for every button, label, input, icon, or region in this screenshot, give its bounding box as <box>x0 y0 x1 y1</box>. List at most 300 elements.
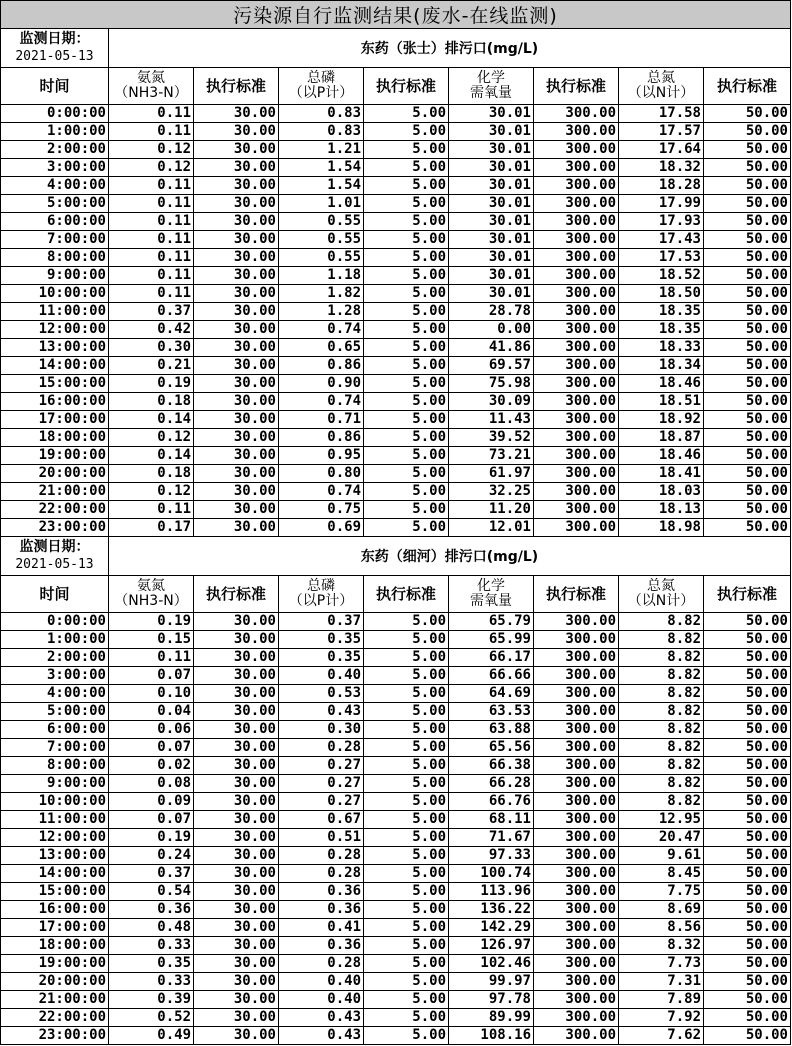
tp-standard-cell: 5.00 <box>364 865 449 883</box>
nh3n-standard-cell: 30.00 <box>194 303 279 321</box>
nh3n-standard-cell: 30.00 <box>194 775 279 793</box>
cod-cell: 30.01 <box>449 195 534 213</box>
cod-cell: 11.43 <box>449 411 534 429</box>
tn-cell: 18.35 <box>619 321 704 339</box>
table-row <box>1 393 791 411</box>
header-cod-line2: 需氧量 <box>470 593 512 609</box>
tp-standard-cell: 5.00 <box>364 501 449 519</box>
cod-cell: 65.56 <box>449 739 534 757</box>
nh3n-cell: 0.17 <box>109 519 194 537</box>
nh3n-standard-cell: 30.00 <box>194 919 279 937</box>
table-row <box>1 357 791 375</box>
table-row <box>1 703 791 721</box>
cod-standard-cell: 300.00 <box>534 105 619 123</box>
tn-standard-cell: 50.00 <box>704 721 791 739</box>
tn-standard-cell: 50.00 <box>704 811 791 829</box>
tp-cell: 0.43 <box>279 1009 364 1027</box>
cod-cell: 30.01 <box>449 105 534 123</box>
nh3n-cell: 0.11 <box>109 649 194 667</box>
nh3n-cell: 0.07 <box>109 739 194 757</box>
tn-cell: 18.98 <box>619 519 704 537</box>
cod-cell: 41.86 <box>449 339 534 357</box>
tp-cell: 0.28 <box>279 865 364 883</box>
cod-standard-cell: 300.00 <box>534 685 619 703</box>
table-row <box>1 231 791 249</box>
tp-cell: 0.35 <box>279 649 364 667</box>
tp-standard-cell: 5.00 <box>364 519 449 537</box>
nh3n-cell: 0.54 <box>109 883 194 901</box>
nh3n-standard-cell: 30.00 <box>194 757 279 775</box>
nh3n-standard-cell: 30.00 <box>194 631 279 649</box>
time-cell: 14:00:00 <box>1 357 109 375</box>
nh3n-cell: 0.14 <box>109 447 194 465</box>
nh3n-standard-cell: 30.00 <box>194 649 279 667</box>
cod-cell: 30.01 <box>449 177 534 195</box>
tp-cell: 0.55 <box>279 231 364 249</box>
nh3n-cell: 0.42 <box>109 321 194 339</box>
tn-standard-cell: 50.00 <box>704 321 791 339</box>
nh3n-standard-cell: 30.00 <box>194 793 279 811</box>
nh3n-cell: 0.52 <box>109 1009 194 1027</box>
tp-cell: 0.65 <box>279 339 364 357</box>
cod-cell: 99.97 <box>449 973 534 991</box>
cod-cell: 68.11 <box>449 811 534 829</box>
cod-cell: 28.78 <box>449 303 534 321</box>
time-cell: 11:00:00 <box>1 811 109 829</box>
cod-standard-cell: 300.00 <box>534 937 619 955</box>
table-row <box>1 159 791 177</box>
cod-cell: 0.00 <box>449 321 534 339</box>
tp-standard-cell: 5.00 <box>364 249 449 267</box>
cod-cell: 113.96 <box>449 883 534 901</box>
tn-standard-cell: 50.00 <box>704 429 791 447</box>
tn-cell: 17.93 <box>619 213 704 231</box>
time-cell: 5:00:00 <box>1 195 109 213</box>
tn-standard-cell: 50.00 <box>704 739 791 757</box>
cod-cell: 64.69 <box>449 685 534 703</box>
section-header-row <box>1 29 791 68</box>
tp-standard-cell: 5.00 <box>364 829 449 847</box>
cod-cell: 30.01 <box>449 285 534 303</box>
time-cell: 9:00:00 <box>1 775 109 793</box>
tp-standard-cell: 5.00 <box>364 339 449 357</box>
table-row <box>1 847 791 865</box>
nh3n-cell: 0.07 <box>109 667 194 685</box>
nh3n-cell: 0.11 <box>109 285 194 303</box>
nh3n-standard-cell: 30.00 <box>194 411 279 429</box>
table-row <box>1 1009 791 1027</box>
cod-standard-cell: 300.00 <box>534 249 619 267</box>
cod-cell: 66.28 <box>449 775 534 793</box>
cod-cell: 32.25 <box>449 483 534 501</box>
cod-standard-cell: 300.00 <box>534 991 619 1009</box>
monitoring-date-label: 监测日期： <box>19 539 90 555</box>
tp-standard-cell: 5.00 <box>364 631 449 649</box>
time-cell: 12:00:00 <box>1 829 109 847</box>
tp-standard-cell: 5.00 <box>364 159 449 177</box>
nh3n-standard-cell: 30.00 <box>194 465 279 483</box>
cod-standard-cell: 300.00 <box>534 955 619 973</box>
nh3n-cell: 0.12 <box>109 429 194 447</box>
table-row <box>1 303 791 321</box>
tp-standard-cell: 5.00 <box>364 739 449 757</box>
time-cell: 3:00:00 <box>1 159 109 177</box>
time-cell: 20:00:00 <box>1 973 109 991</box>
header-nh3n-line2: （NH3-N） <box>114 85 188 101</box>
cod-standard-cell: 300.00 <box>534 321 619 339</box>
header-cod <box>449 576 534 613</box>
tp-standard-cell: 5.00 <box>364 667 449 685</box>
tn-cell: 18.41 <box>619 465 704 483</box>
nh3n-cell: 0.11 <box>109 123 194 141</box>
monitoring-date-label: 监测日期： <box>19 31 90 47</box>
nh3n-cell: 0.33 <box>109 937 194 955</box>
cod-cell: 12.01 <box>449 519 534 537</box>
time-cell: 10:00:00 <box>1 793 109 811</box>
tp-cell: 0.28 <box>279 955 364 973</box>
cod-standard-cell: 300.00 <box>534 865 619 883</box>
cod-standard-cell: 300.00 <box>534 339 619 357</box>
tp-cell: 1.54 <box>279 159 364 177</box>
tn-cell: 8.82 <box>619 649 704 667</box>
cod-standard-cell: 300.00 <box>534 141 619 159</box>
tn-cell: 17.57 <box>619 123 704 141</box>
tp-standard-cell: 5.00 <box>364 231 449 249</box>
tp-standard-cell: 5.00 <box>364 141 449 159</box>
header-tp-line2: （以P计） <box>288 85 354 101</box>
time-cell: 22:00:00 <box>1 501 109 519</box>
tp-cell: 0.86 <box>279 357 364 375</box>
time-cell: 6:00:00 <box>1 721 109 739</box>
tp-standard-cell: 5.00 <box>364 303 449 321</box>
tp-cell: 0.37 <box>279 613 364 631</box>
cod-standard-cell: 300.00 <box>534 703 619 721</box>
table-row <box>1 519 791 537</box>
cod-standard-cell: 300.00 <box>534 123 619 141</box>
cod-standard-cell: 300.00 <box>534 303 619 321</box>
nh3n-cell: 0.09 <box>109 793 194 811</box>
tp-standard-cell: 5.00 <box>364 447 449 465</box>
cod-cell: 30.01 <box>449 159 534 177</box>
cod-cell: 66.17 <box>449 649 534 667</box>
time-cell: 5:00:00 <box>1 703 109 721</box>
tp-standard-cell: 5.00 <box>364 177 449 195</box>
header-tn <box>619 576 704 613</box>
tn-standard-cell: 50.00 <box>704 793 791 811</box>
nh3n-standard-cell: 30.00 <box>194 393 279 411</box>
time-cell: 1:00:00 <box>1 631 109 649</box>
tn-standard-cell: 50.00 <box>704 177 791 195</box>
tn-cell: 8.82 <box>619 721 704 739</box>
tn-cell: 7.75 <box>619 883 704 901</box>
tn-cell: 7.92 <box>619 1009 704 1027</box>
time-cell: 21:00:00 <box>1 483 109 501</box>
header-nh3n-line2: （NH3-N） <box>114 593 188 609</box>
header-tn <box>619 68 704 105</box>
header-nh3n <box>109 576 194 613</box>
time-cell: 12:00:00 <box>1 321 109 339</box>
tp-cell: 0.83 <box>279 105 364 123</box>
nh3n-cell: 0.08 <box>109 775 194 793</box>
tn-standard-cell: 50.00 <box>704 303 791 321</box>
header-tn-standard: 执行标准 <box>704 68 791 105</box>
tn-standard-cell: 50.00 <box>704 267 791 285</box>
tp-standard-cell: 5.00 <box>364 1027 449 1045</box>
cod-cell: 126.97 <box>449 937 534 955</box>
tn-cell: 8.32 <box>619 937 704 955</box>
header-cod-standard: 执行标准 <box>534 576 619 613</box>
tn-cell: 18.46 <box>619 375 704 393</box>
cod-cell: 63.88 <box>449 721 534 739</box>
nh3n-cell: 0.04 <box>109 703 194 721</box>
cod-standard-cell: 300.00 <box>534 393 619 411</box>
nh3n-cell: 0.18 <box>109 393 194 411</box>
tp-standard-cell: 5.00 <box>364 649 449 667</box>
cod-cell: 71.67 <box>449 829 534 847</box>
time-cell: 2:00:00 <box>1 649 109 667</box>
tn-standard-cell: 50.00 <box>704 703 791 721</box>
time-cell: 18:00:00 <box>1 429 109 447</box>
tn-cell: 17.58 <box>619 105 704 123</box>
cod-cell: 30.01 <box>449 141 534 159</box>
cod-standard-cell: 300.00 <box>534 447 619 465</box>
tp-standard-cell: 5.00 <box>364 1009 449 1027</box>
tn-cell: 12.95 <box>619 811 704 829</box>
tp-cell: 0.86 <box>279 429 364 447</box>
tp-standard-cell: 5.00 <box>364 685 449 703</box>
tp-cell: 0.27 <box>279 775 364 793</box>
tn-cell: 17.53 <box>619 249 704 267</box>
nh3n-cell: 0.14 <box>109 411 194 429</box>
table-row <box>1 123 791 141</box>
tp-cell: 1.18 <box>279 267 364 285</box>
header-tp-line1: 总磷 <box>307 70 335 86</box>
tp-standard-cell: 5.00 <box>364 883 449 901</box>
cod-standard-cell: 300.00 <box>534 901 619 919</box>
tn-standard-cell: 50.00 <box>704 775 791 793</box>
tp-standard-cell: 5.00 <box>364 847 449 865</box>
tp-cell: 0.27 <box>279 793 364 811</box>
tp-cell: 0.75 <box>279 501 364 519</box>
report-body <box>1 1 791 1045</box>
cod-cell: 73.21 <box>449 447 534 465</box>
cod-standard-cell: 300.00 <box>534 667 619 685</box>
cod-standard-cell: 300.00 <box>534 775 619 793</box>
nh3n-standard-cell: 30.00 <box>194 811 279 829</box>
cod-cell: 65.99 <box>449 631 534 649</box>
table-row <box>1 667 791 685</box>
tn-standard-cell: 50.00 <box>704 393 791 411</box>
tn-cell: 18.51 <box>619 393 704 411</box>
table-row <box>1 631 791 649</box>
cod-standard-cell: 300.00 <box>534 631 619 649</box>
tn-cell: 8.82 <box>619 739 704 757</box>
tn-cell: 18.33 <box>619 339 704 357</box>
cod-cell: 66.66 <box>449 667 534 685</box>
nh3n-standard-cell: 30.00 <box>194 1027 279 1045</box>
nh3n-standard-cell: 30.00 <box>194 685 279 703</box>
nh3n-cell: 0.15 <box>109 631 194 649</box>
nh3n-standard-cell: 30.00 <box>194 249 279 267</box>
nh3n-cell: 0.35 <box>109 955 194 973</box>
nh3n-standard-cell: 30.00 <box>194 883 279 901</box>
tp-standard-cell: 5.00 <box>364 123 449 141</box>
time-cell: 23:00:00 <box>1 1027 109 1045</box>
nh3n-cell: 0.24 <box>109 847 194 865</box>
time-cell: 6:00:00 <box>1 213 109 231</box>
table-row <box>1 685 791 703</box>
tp-cell: 0.30 <box>279 721 364 739</box>
tp-cell: 1.54 <box>279 177 364 195</box>
tp-standard-cell: 5.00 <box>364 937 449 955</box>
time-cell: 16:00:00 <box>1 901 109 919</box>
nh3n-standard-cell: 30.00 <box>194 519 279 537</box>
time-cell: 9:00:00 <box>1 267 109 285</box>
cod-standard-cell: 300.00 <box>534 177 619 195</box>
cod-standard-cell: 300.00 <box>534 213 619 231</box>
tn-standard-cell: 50.00 <box>704 757 791 775</box>
tp-standard-cell: 5.00 <box>364 285 449 303</box>
tp-cell: 0.51 <box>279 829 364 847</box>
cod-cell: 63.53 <box>449 703 534 721</box>
time-cell: 3:00:00 <box>1 667 109 685</box>
cod-cell: 100.74 <box>449 865 534 883</box>
tp-standard-cell: 5.00 <box>364 757 449 775</box>
table-row <box>1 883 791 901</box>
nh3n-cell: 0.48 <box>109 919 194 937</box>
monitoring-date <box>1 537 109 576</box>
time-cell: 20:00:00 <box>1 465 109 483</box>
header-cod-line1: 化学 <box>477 578 505 594</box>
tn-cell: 8.69 <box>619 901 704 919</box>
tp-standard-cell: 5.00 <box>364 991 449 1009</box>
header-cod-line2: 需氧量 <box>470 85 512 101</box>
cod-cell: 75.98 <box>449 375 534 393</box>
tn-standard-cell: 50.00 <box>704 447 791 465</box>
tn-cell: 18.34 <box>619 357 704 375</box>
tn-standard-cell: 50.00 <box>704 883 791 901</box>
nh3n-standard-cell: 30.00 <box>194 339 279 357</box>
nh3n-cell: 0.11 <box>109 249 194 267</box>
title-row <box>1 1 791 29</box>
tn-cell: 8.82 <box>619 793 704 811</box>
cod-cell: 30.01 <box>449 249 534 267</box>
cod-standard-cell: 300.00 <box>534 231 619 249</box>
tp-standard-cell: 5.00 <box>364 901 449 919</box>
nh3n-standard-cell: 30.00 <box>194 829 279 847</box>
cod-cell: 30.01 <box>449 267 534 285</box>
tp-cell: 0.95 <box>279 447 364 465</box>
header-nh3n-standard: 执行标准 <box>194 576 279 613</box>
time-cell: 15:00:00 <box>1 375 109 393</box>
time-cell: 4:00:00 <box>1 177 109 195</box>
time-cell: 7:00:00 <box>1 231 109 249</box>
time-cell: 8:00:00 <box>1 249 109 267</box>
nh3n-cell: 0.36 <box>109 901 194 919</box>
nh3n-cell: 0.19 <box>109 829 194 847</box>
nh3n-cell: 0.37 <box>109 303 194 321</box>
outlet-name: 东药（张士）排污口(mg/L) <box>109 29 791 68</box>
tp-standard-cell: 5.00 <box>364 411 449 429</box>
nh3n-standard-cell: 30.00 <box>194 267 279 285</box>
time-cell: 22:00:00 <box>1 1009 109 1027</box>
tp-standard-cell: 5.00 <box>364 267 449 285</box>
tp-cell: 0.80 <box>279 465 364 483</box>
tp-standard-cell: 5.00 <box>364 105 449 123</box>
cod-standard-cell: 300.00 <box>534 483 619 501</box>
cod-cell: 142.29 <box>449 919 534 937</box>
tn-standard-cell: 50.00 <box>704 973 791 991</box>
table-row <box>1 829 791 847</box>
nh3n-cell: 0.30 <box>109 339 194 357</box>
cod-cell: 39.52 <box>449 429 534 447</box>
nh3n-standard-cell: 30.00 <box>194 177 279 195</box>
nh3n-cell: 0.12 <box>109 141 194 159</box>
tp-standard-cell: 5.00 <box>364 429 449 447</box>
nh3n-standard-cell: 30.00 <box>194 123 279 141</box>
nh3n-standard-cell: 30.00 <box>194 501 279 519</box>
cod-cell: 102.46 <box>449 955 534 973</box>
nh3n-cell: 0.33 <box>109 973 194 991</box>
tn-cell: 8.82 <box>619 613 704 631</box>
tn-standard-cell: 50.00 <box>704 285 791 303</box>
table-row <box>1 793 791 811</box>
table-row <box>1 249 791 267</box>
nh3n-cell: 0.11 <box>109 177 194 195</box>
table-row <box>1 955 791 973</box>
tn-standard-cell: 50.00 <box>704 865 791 883</box>
nh3n-cell: 0.11 <box>109 501 194 519</box>
monitoring-date <box>1 29 109 68</box>
cod-standard-cell: 300.00 <box>534 973 619 991</box>
tn-standard-cell: 50.00 <box>704 1009 791 1027</box>
cod-cell: 30.09 <box>449 393 534 411</box>
tn-standard-cell: 50.00 <box>704 501 791 519</box>
nh3n-cell: 0.07 <box>109 811 194 829</box>
tp-cell: 0.69 <box>279 519 364 537</box>
cod-cell: 30.01 <box>449 231 534 249</box>
nh3n-standard-cell: 30.00 <box>194 213 279 231</box>
tn-standard-cell: 50.00 <box>704 339 791 357</box>
cod-standard-cell: 300.00 <box>534 613 619 631</box>
cod-standard-cell: 300.00 <box>534 357 619 375</box>
nh3n-standard-cell: 30.00 <box>194 667 279 685</box>
table-row <box>1 973 791 991</box>
tn-cell: 8.82 <box>619 685 704 703</box>
table-row <box>1 991 791 1009</box>
nh3n-standard-cell: 30.00 <box>194 703 279 721</box>
nh3n-standard-cell: 30.00 <box>194 483 279 501</box>
table-row <box>1 739 791 757</box>
cod-standard-cell: 300.00 <box>534 411 619 429</box>
tp-standard-cell: 5.00 <box>364 483 449 501</box>
tn-cell: 18.13 <box>619 501 704 519</box>
time-cell: 13:00:00 <box>1 339 109 357</box>
header-tn-line1: 总氮 <box>647 70 675 86</box>
tp-cell: 0.28 <box>279 847 364 865</box>
time-cell: 2:00:00 <box>1 141 109 159</box>
tn-cell: 8.82 <box>619 667 704 685</box>
tp-standard-cell: 5.00 <box>364 213 449 231</box>
nh3n-standard-cell: 30.00 <box>194 285 279 303</box>
monitoring-date-value: 2021-05-13 <box>15 557 94 572</box>
tn-cell: 18.87 <box>619 429 704 447</box>
nh3n-cell: 0.21 <box>109 357 194 375</box>
column-header-row <box>1 68 791 105</box>
table-row <box>1 105 791 123</box>
tn-standard-cell: 50.00 <box>704 231 791 249</box>
cod-cell: 97.78 <box>449 991 534 1009</box>
